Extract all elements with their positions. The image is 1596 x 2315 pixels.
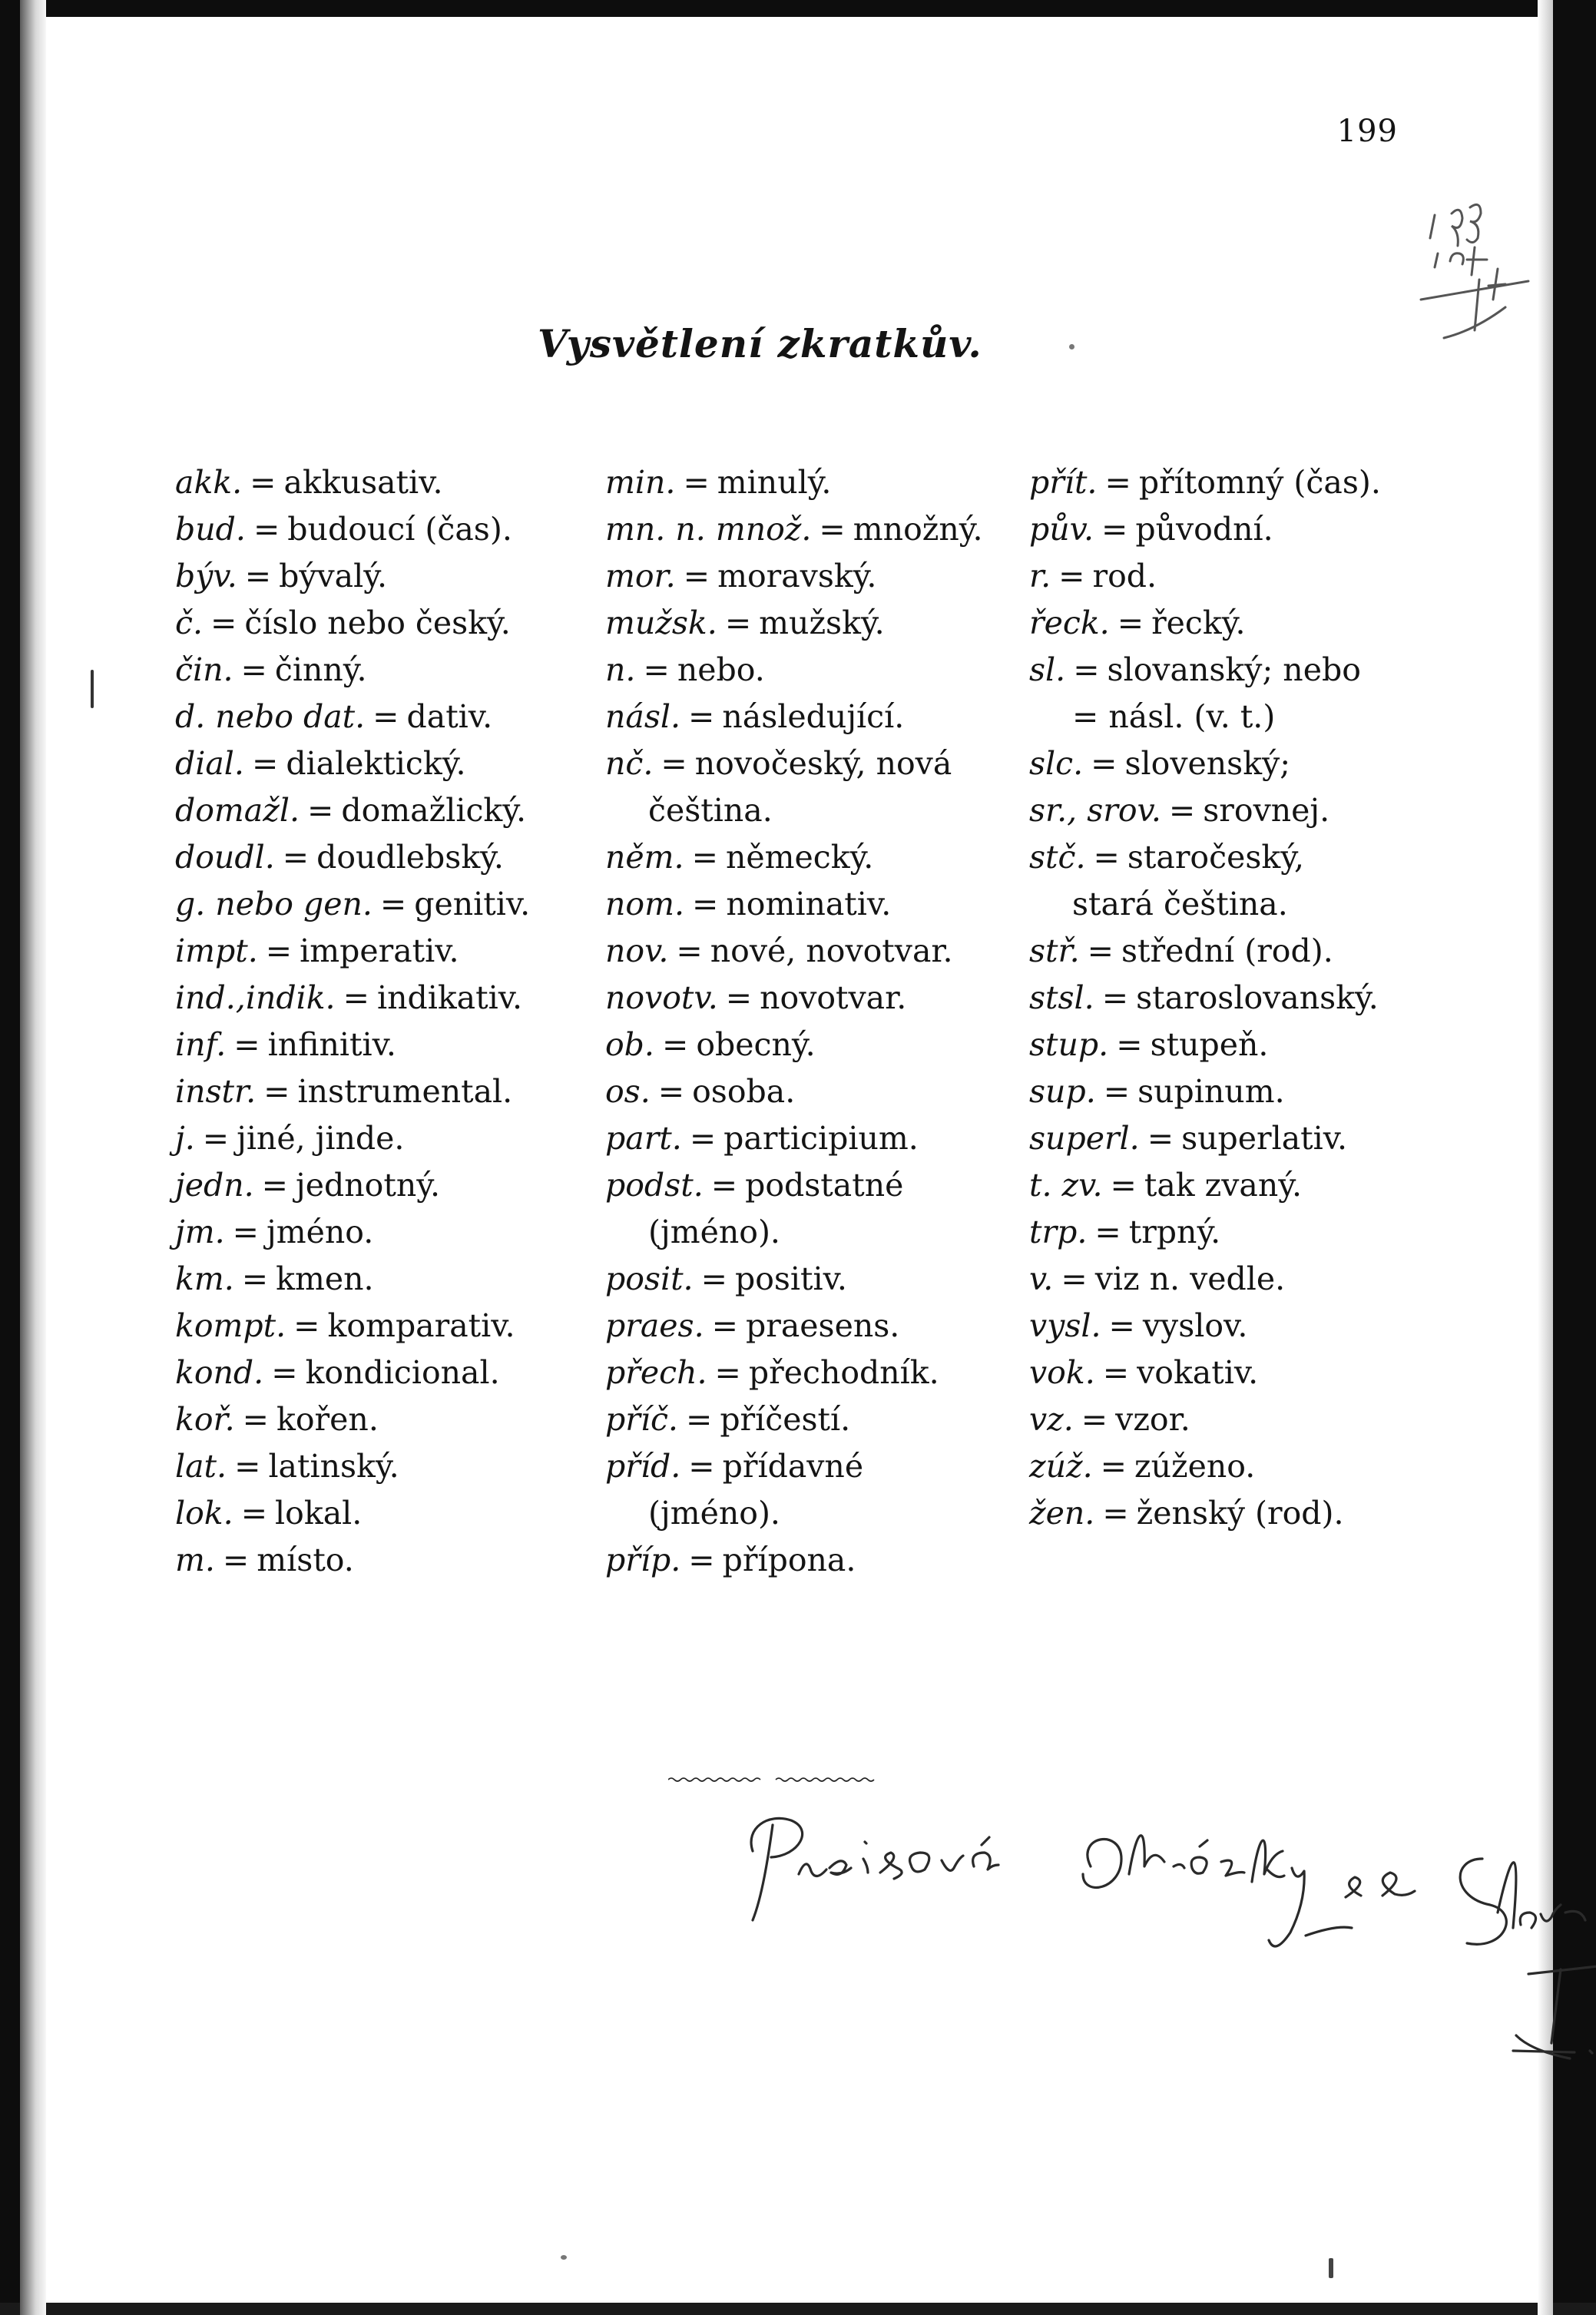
abbreviation-entry <box>1029 928 1459 975</box>
abbreviation-term: doudl. <box>175 839 275 876</box>
abbreviation-entry <box>175 740 590 787</box>
abbreviation-meaning: budoucí (čas). <box>287 511 512 548</box>
abbreviation-meaning: přechodník. <box>748 1354 939 1391</box>
abbreviation-meaning: kořen. <box>276 1401 379 1438</box>
abbreviation-entry <box>1029 1350 1459 1396</box>
abbreviation-meaning: praesens. <box>746 1307 900 1344</box>
abbreviation-meaning: kondicional. <box>305 1354 500 1391</box>
abbreviation-entry <box>175 881 590 928</box>
abbreviation-meaning: nominativ. <box>726 886 892 922</box>
abbreviation-meaning: přípona. <box>722 1542 856 1578</box>
equals-sign: = <box>234 1448 261 1485</box>
abbreviation-entry <box>1029 1162 1459 1209</box>
abbreviation-term: podst. <box>605 1167 704 1204</box>
abbreviation-entry <box>605 1537 1020 1584</box>
scan-border-top <box>0 0 1596 17</box>
abbreviation-column-1 <box>175 459 590 1584</box>
equals-sign: = <box>1101 511 1128 548</box>
equals-sign: = <box>1103 1073 1131 1110</box>
abbreviation-entry <box>175 834 590 881</box>
abbreviation-term: pův. <box>1029 511 1094 548</box>
abbreviation-term: m. <box>175 1542 215 1578</box>
abbreviation-entry: (jméno). <box>648 1214 780 1250</box>
abbreviation-meaning: dialektický. <box>286 745 466 782</box>
abbreviation-meaning: přítomný (čas). <box>1138 464 1381 501</box>
abbreviation-entry <box>605 506 1020 553</box>
abbreviation-entry <box>175 1443 590 1490</box>
abbreviation-term: jedn. <box>175 1167 254 1204</box>
abbreviation-entry <box>1029 647 1459 694</box>
equals-sign: = <box>282 839 310 876</box>
abbreviation-term: nč. <box>605 745 654 782</box>
abbreviation-meaning: indikativ. <box>376 979 523 1016</box>
abbreviation-term: koř. <box>175 1401 235 1438</box>
equals-sign: = <box>688 698 715 735</box>
abbreviation-entry <box>175 1022 590 1068</box>
abbreviation-entry <box>605 1443 1020 1490</box>
abbreviation-meaning: ženský (rod). <box>1136 1495 1344 1532</box>
abbreviation-meaning: přídavné <box>722 1448 864 1485</box>
equals-sign: = <box>661 745 687 782</box>
abbreviation-entry <box>1029 1256 1459 1303</box>
abbreviation-entry <box>605 1162 1020 1209</box>
abbreviation-meaning: místo. <box>257 1542 354 1578</box>
abbreviation-term: j. <box>175 1120 195 1157</box>
abbreviation-entry <box>175 1396 590 1443</box>
abbreviation-meaning: kmen. <box>276 1260 374 1297</box>
equals-sign: = <box>244 558 272 594</box>
abbreviation-meaning: stupeň. <box>1150 1026 1269 1063</box>
abbreviation-term: inf. <box>175 1026 227 1063</box>
abbreviation-meaning: akkusativ. <box>283 464 443 501</box>
abbreviation-term: sup. <box>1029 1073 1096 1110</box>
abbreviation-meaning: slovenský; <box>1124 745 1291 782</box>
abbreviation-term: nom. <box>605 886 685 922</box>
abbreviation-meaning: nové, novotvar. <box>710 932 953 969</box>
abbreviation-meaning: srovnej. <box>1203 792 1330 829</box>
abbreviation-entry <box>605 1256 1020 1303</box>
abbreviation-term: kond. <box>175 1354 264 1391</box>
abbreviation-term: mužsk. <box>605 604 717 641</box>
abbreviation-meaning: novočeský, nová <box>694 745 952 782</box>
abbreviation-entry <box>605 1350 1020 1396</box>
abbreviation-entry <box>605 694 1020 740</box>
abbreviation-meaning: viz n. vedle. <box>1094 1260 1286 1297</box>
scan-border-bottom <box>0 2303 1596 2315</box>
abbreviation-term: os. <box>605 1073 651 1110</box>
equals-sign: = <box>261 1167 289 1204</box>
abbreviation-entry <box>175 1537 590 1584</box>
abbreviation-term: trp. <box>1029 1214 1088 1250</box>
abbreviation-term: min. <box>605 464 676 501</box>
equals-sign: = <box>1087 932 1114 969</box>
equals-sign: = <box>1058 558 1085 594</box>
equals-sign: = <box>202 1120 230 1157</box>
abbreviation-entry <box>605 975 1020 1022</box>
abbreviation-entry <box>1029 740 1459 787</box>
abbreviation-term: příp. <box>605 1542 681 1578</box>
equals-sign: = <box>657 1073 685 1110</box>
abbreviation-term: posit. <box>605 1260 694 1297</box>
equals-sign: = <box>1081 1401 1108 1438</box>
equals-sign: = <box>685 1401 713 1438</box>
abbreviation-term: přech. <box>605 1354 707 1391</box>
abbreviation-term: býv. <box>175 558 237 594</box>
abbreviation-entry <box>605 881 1020 928</box>
abbreviation-meaning: dativ. <box>406 698 493 735</box>
abbreviation-entry <box>175 928 590 975</box>
abbreviation-entry <box>1029 506 1459 553</box>
abbreviation-term: č. <box>175 604 203 641</box>
equals-sign: = <box>1110 1167 1137 1204</box>
abbreviation-entry <box>1029 1068 1459 1115</box>
abbreviation-meaning: činný. <box>274 651 367 688</box>
abbreviation-term: sr., srov. <box>1029 792 1161 829</box>
equals-sign: = <box>233 1026 260 1063</box>
equals-sign: = <box>1101 979 1129 1016</box>
equals-sign: = <box>710 1167 738 1204</box>
abbreviation-entry <box>175 694 590 740</box>
abbreviation-term: kompt. <box>175 1307 286 1344</box>
abbreviation-entry <box>175 506 590 553</box>
abbreviation-term: stsl. <box>1029 979 1094 1016</box>
abbreviation-term: part. <box>605 1120 682 1157</box>
equals-sign: = <box>1104 464 1131 501</box>
pencil-margin-note <box>1413 184 1567 361</box>
abbreviation-meaning: rod. <box>1092 558 1157 594</box>
abbreviation-meaning: moravský. <box>717 558 877 594</box>
equals-sign: = <box>676 932 703 969</box>
equals-sign: = <box>711 1307 738 1344</box>
abbreviation-entry <box>1029 1303 1459 1350</box>
scan-speck <box>1069 344 1074 349</box>
equals-sign: = <box>683 464 710 501</box>
abbreviation-entry <box>1029 1209 1459 1256</box>
abbreviation-meaning: podstatné <box>745 1167 904 1204</box>
abbreviation-meaning: superlativ. <box>1181 1120 1348 1157</box>
equals-sign: = <box>373 698 399 735</box>
abbreviation-entry <box>605 647 1020 694</box>
abbreviation-meaning: genitiv. <box>414 886 531 922</box>
abbreviation-term: žen. <box>1029 1495 1095 1532</box>
equals-sign: = <box>1116 1026 1143 1063</box>
abbreviation-term: bud. <box>175 511 246 548</box>
equals-sign: = <box>240 651 267 688</box>
equals-sign: = <box>700 1260 727 1297</box>
equals-sign: = <box>307 792 334 829</box>
book-gutter-shadow <box>20 0 46 2315</box>
abbreviation-meaning: minulý. <box>717 464 832 501</box>
abbreviation-term: přít. <box>1029 464 1098 501</box>
equals-sign: = <box>1093 839 1120 876</box>
abbreviation-meaning: následující. <box>722 698 905 735</box>
equals-sign: = <box>689 1120 717 1157</box>
equals-sign: = <box>271 1354 298 1391</box>
abbreviation-entry <box>1029 975 1459 1022</box>
abbreviation-entry <box>605 834 1020 881</box>
equals-sign: = <box>1108 1307 1135 1344</box>
abbreviation-meaning: domažlický. <box>341 792 526 829</box>
abbreviation-entry <box>1029 1443 1459 1490</box>
abbreviation-term: slc. <box>1029 745 1084 782</box>
abbreviation-meaning: řecký. <box>1151 604 1246 641</box>
equals-sign: = <box>241 1260 269 1297</box>
equals-sign: = <box>1147 1120 1174 1157</box>
abbreviation-entry <box>175 1350 590 1396</box>
abbreviation-entry <box>175 1068 590 1115</box>
abbreviation-entry <box>1029 1396 1459 1443</box>
abbreviation-term: v. <box>1029 1260 1054 1297</box>
abbreviation-term: praes. <box>605 1307 704 1344</box>
abbreviation-entry: (jméno). <box>648 1495 780 1532</box>
equals-sign: = <box>714 1354 741 1391</box>
abbreviation-entry <box>605 1068 1020 1115</box>
equals-sign: = <box>1117 604 1144 641</box>
equals-sign: = <box>643 651 670 688</box>
abbreviation-meaning: původní. <box>1135 511 1273 548</box>
scan-border-left <box>0 0 20 2315</box>
abbreviation-term: impt. <box>175 932 258 969</box>
abbreviation-meaning: jednotný. <box>296 1167 440 1204</box>
abbreviation-term: r. <box>1029 558 1051 594</box>
abbreviation-entry <box>605 1115 1020 1162</box>
abbreviation-column-2 <box>605 459 1020 1584</box>
abbreviation-term: vok. <box>1029 1354 1095 1391</box>
abbreviation-term: stup. <box>1029 1026 1109 1063</box>
abbreviation-entry <box>1029 834 1459 881</box>
abbreviation-term: instr. <box>175 1073 257 1110</box>
equals-sign: = <box>691 839 718 876</box>
abbreviation-entry <box>175 553 590 600</box>
equals-sign: = <box>242 1401 270 1438</box>
abbreviation-entry <box>605 1022 1020 1068</box>
abbreviation-meaning: jméno. <box>266 1214 374 1250</box>
abbreviation-entry <box>605 928 1020 975</box>
equals-sign: = <box>1091 745 1118 782</box>
abbreviation-meaning: latinský. <box>268 1448 399 1485</box>
equals-sign: = <box>232 1214 259 1250</box>
abbreviation-meaning: tak zvaný. <box>1144 1167 1303 1204</box>
abbreviation-term: něm. <box>605 839 684 876</box>
abbreviation-meaning: lokal. <box>275 1495 363 1532</box>
abbreviation-term: lat. <box>175 1448 227 1485</box>
abbreviation-term: vysl. <box>1029 1307 1101 1344</box>
abbreviation-entry <box>605 553 1020 600</box>
abbreviation-meaning: osoba. <box>692 1073 796 1110</box>
abbreviation-term: km. <box>175 1260 234 1297</box>
abbreviation-meaning: doudlebský. <box>316 839 504 876</box>
abbreviation-meaning: příčestí. <box>720 1401 851 1438</box>
abbreviation-entry <box>1029 1490 1459 1537</box>
abbreviation-term: vz. <box>1029 1401 1074 1438</box>
equals-sign: = <box>210 604 237 641</box>
abbreviation-entry: = násl. (v. t.) <box>1072 698 1276 735</box>
abbreviation-entry: čeština. <box>648 792 773 829</box>
equals-sign: = <box>263 1073 290 1110</box>
abbreviation-entry <box>1029 553 1459 600</box>
abbreviation-entry <box>175 787 590 834</box>
abbreviation-term: násl. <box>605 698 681 735</box>
equals-sign: = <box>819 511 846 548</box>
abbreviation-term: superl. <box>1029 1120 1140 1157</box>
abbreviation-entry <box>175 1490 590 1537</box>
abbreviation-meaning: vzor. <box>1115 1401 1190 1438</box>
abbreviation-entry <box>175 647 590 694</box>
abbreviation-entry <box>605 1396 1020 1443</box>
abbreviation-entry <box>175 600 590 647</box>
abbreviation-meaning: množný. <box>853 511 983 548</box>
abbreviation-meaning: infinitiv. <box>267 1026 396 1063</box>
abbreviation-column-3 <box>1029 459 1459 1537</box>
equals-sign: = <box>1094 1214 1121 1250</box>
abbreviation-meaning: trpný. <box>1128 1214 1221 1250</box>
abbreviation-term: příč. <box>605 1401 678 1438</box>
abbreviation-meaning: participium. <box>723 1120 919 1157</box>
equals-sign: = <box>688 1542 715 1578</box>
abbreviation-term: řeck. <box>1029 604 1110 641</box>
abbreviation-term: ind.,indik. <box>175 979 336 1016</box>
equals-sign: = <box>724 604 752 641</box>
abbreviation-term: domažl. <box>175 792 300 829</box>
equals-sign: = <box>688 1448 715 1485</box>
abbreviation-term: čin. <box>175 651 233 688</box>
abbreviation-meaning: positiv. <box>734 1260 847 1297</box>
abbreviation-entry <box>175 1209 590 1256</box>
scan-mark <box>91 670 94 708</box>
abbreviation-term: stř. <box>1029 932 1080 969</box>
abbreviation-entry <box>175 459 590 506</box>
page-heading: Vysvětlení zkratkův. <box>538 321 982 366</box>
abbreviation-term: jm. <box>175 1214 225 1250</box>
abbreviation-entry <box>605 459 1020 506</box>
abbreviation-term: novotv. <box>605 979 718 1016</box>
abbreviation-term: g. nebo gen. <box>175 886 373 922</box>
equals-sign: = <box>293 1307 320 1344</box>
equals-sign: = <box>222 1542 250 1578</box>
abbreviation-term: nov. <box>605 932 669 969</box>
abbreviation-term: dial. <box>175 745 244 782</box>
abbreviation-meaning: novotvar. <box>760 979 907 1016</box>
abbreviation-meaning: vokativ. <box>1137 1354 1259 1391</box>
abbreviation-entry <box>605 1303 1020 1350</box>
abbreviation-meaning: střední (rod). <box>1121 932 1333 969</box>
abbreviation-term: t. zv. <box>1029 1167 1103 1204</box>
scan-mark <box>1329 2258 1333 2278</box>
abbreviation-term: ob. <box>605 1026 654 1063</box>
abbreviation-meaning: imperativ. <box>300 932 459 969</box>
equals-sign: = <box>343 979 369 1016</box>
abbreviation-meaning: bývalý. <box>279 558 387 594</box>
abbreviation-entry <box>1029 1022 1459 1068</box>
abbreviation-entry <box>1029 787 1459 834</box>
abbreviation-entry <box>175 1115 590 1162</box>
abbreviation-term: akk. <box>175 464 243 501</box>
abbreviation-entry <box>175 1162 590 1209</box>
abbreviation-entry <box>175 1303 590 1350</box>
equals-sign: = <box>1100 1448 1127 1485</box>
page-number: 199 <box>1336 114 1398 149</box>
abbreviation-meaning: německý. <box>725 839 874 876</box>
equals-sign: = <box>379 886 407 922</box>
equals-sign: = <box>692 886 719 922</box>
abbreviation-entry <box>1029 1115 1459 1162</box>
equals-sign: = <box>661 1026 689 1063</box>
abbreviation-term: příd. <box>605 1448 681 1485</box>
abbreviation-term: mor. <box>605 558 676 594</box>
equals-sign: = <box>1102 1495 1129 1532</box>
abbreviation-entry: stará čeština. <box>1072 886 1288 922</box>
equals-sign: = <box>683 558 710 594</box>
abbreviation-entry <box>175 1256 590 1303</box>
abbreviation-term: sl. <box>1029 651 1066 688</box>
equals-sign: = <box>251 745 279 782</box>
abbreviation-meaning: supinum. <box>1137 1073 1285 1110</box>
equals-sign: = <box>250 464 276 501</box>
abbreviation-entry <box>1029 459 1459 506</box>
abbreviation-meaning: komparativ. <box>327 1307 515 1344</box>
scan-speck <box>561 2255 567 2260</box>
abbreviation-meaning: jiné, jinde. <box>237 1120 405 1157</box>
abbreviation-meaning: nebo. <box>677 651 765 688</box>
abbreviation-term: lok. <box>175 1495 233 1532</box>
equals-sign: = <box>265 932 293 969</box>
equals-sign: = <box>1168 792 1196 829</box>
abbreviation-meaning: staroslovanský. <box>1136 979 1379 1016</box>
abbreviation-meaning: vyslov. <box>1142 1307 1248 1344</box>
abbreviation-entry <box>175 975 590 1022</box>
abbreviation-meaning: staročeský, <box>1127 839 1304 876</box>
abbreviation-term: mn. n. množ. <box>605 511 812 548</box>
abbreviation-meaning: zúženo. <box>1134 1448 1256 1485</box>
equals-sign: = <box>253 511 280 548</box>
abbreviation-meaning: instrumental. <box>297 1073 513 1110</box>
abbreviation-entry <box>605 740 1020 787</box>
abbreviation-meaning: slovanský; nebo <box>1107 651 1361 688</box>
handwritten-signature-note <box>722 1782 1596 2089</box>
abbreviation-meaning: obecný. <box>696 1026 816 1063</box>
equals-sign: = <box>725 979 753 1016</box>
equals-sign: = <box>1073 651 1100 688</box>
equals-sign: = <box>1061 1260 1088 1297</box>
abbreviation-term: d. nebo dat. <box>175 698 366 735</box>
abbreviation-entry <box>605 600 1020 647</box>
abbreviation-term: zúž. <box>1029 1448 1093 1485</box>
equals-sign: = <box>1102 1354 1130 1391</box>
abbreviation-entry <box>1029 600 1459 647</box>
abbreviation-term: stč. <box>1029 839 1086 876</box>
abbreviation-term: n. <box>605 651 636 688</box>
abbreviation-meaning: číslo nebo český. <box>244 604 511 641</box>
abbreviation-meaning: mužský. <box>759 604 885 641</box>
equals-sign: = <box>240 1495 268 1532</box>
